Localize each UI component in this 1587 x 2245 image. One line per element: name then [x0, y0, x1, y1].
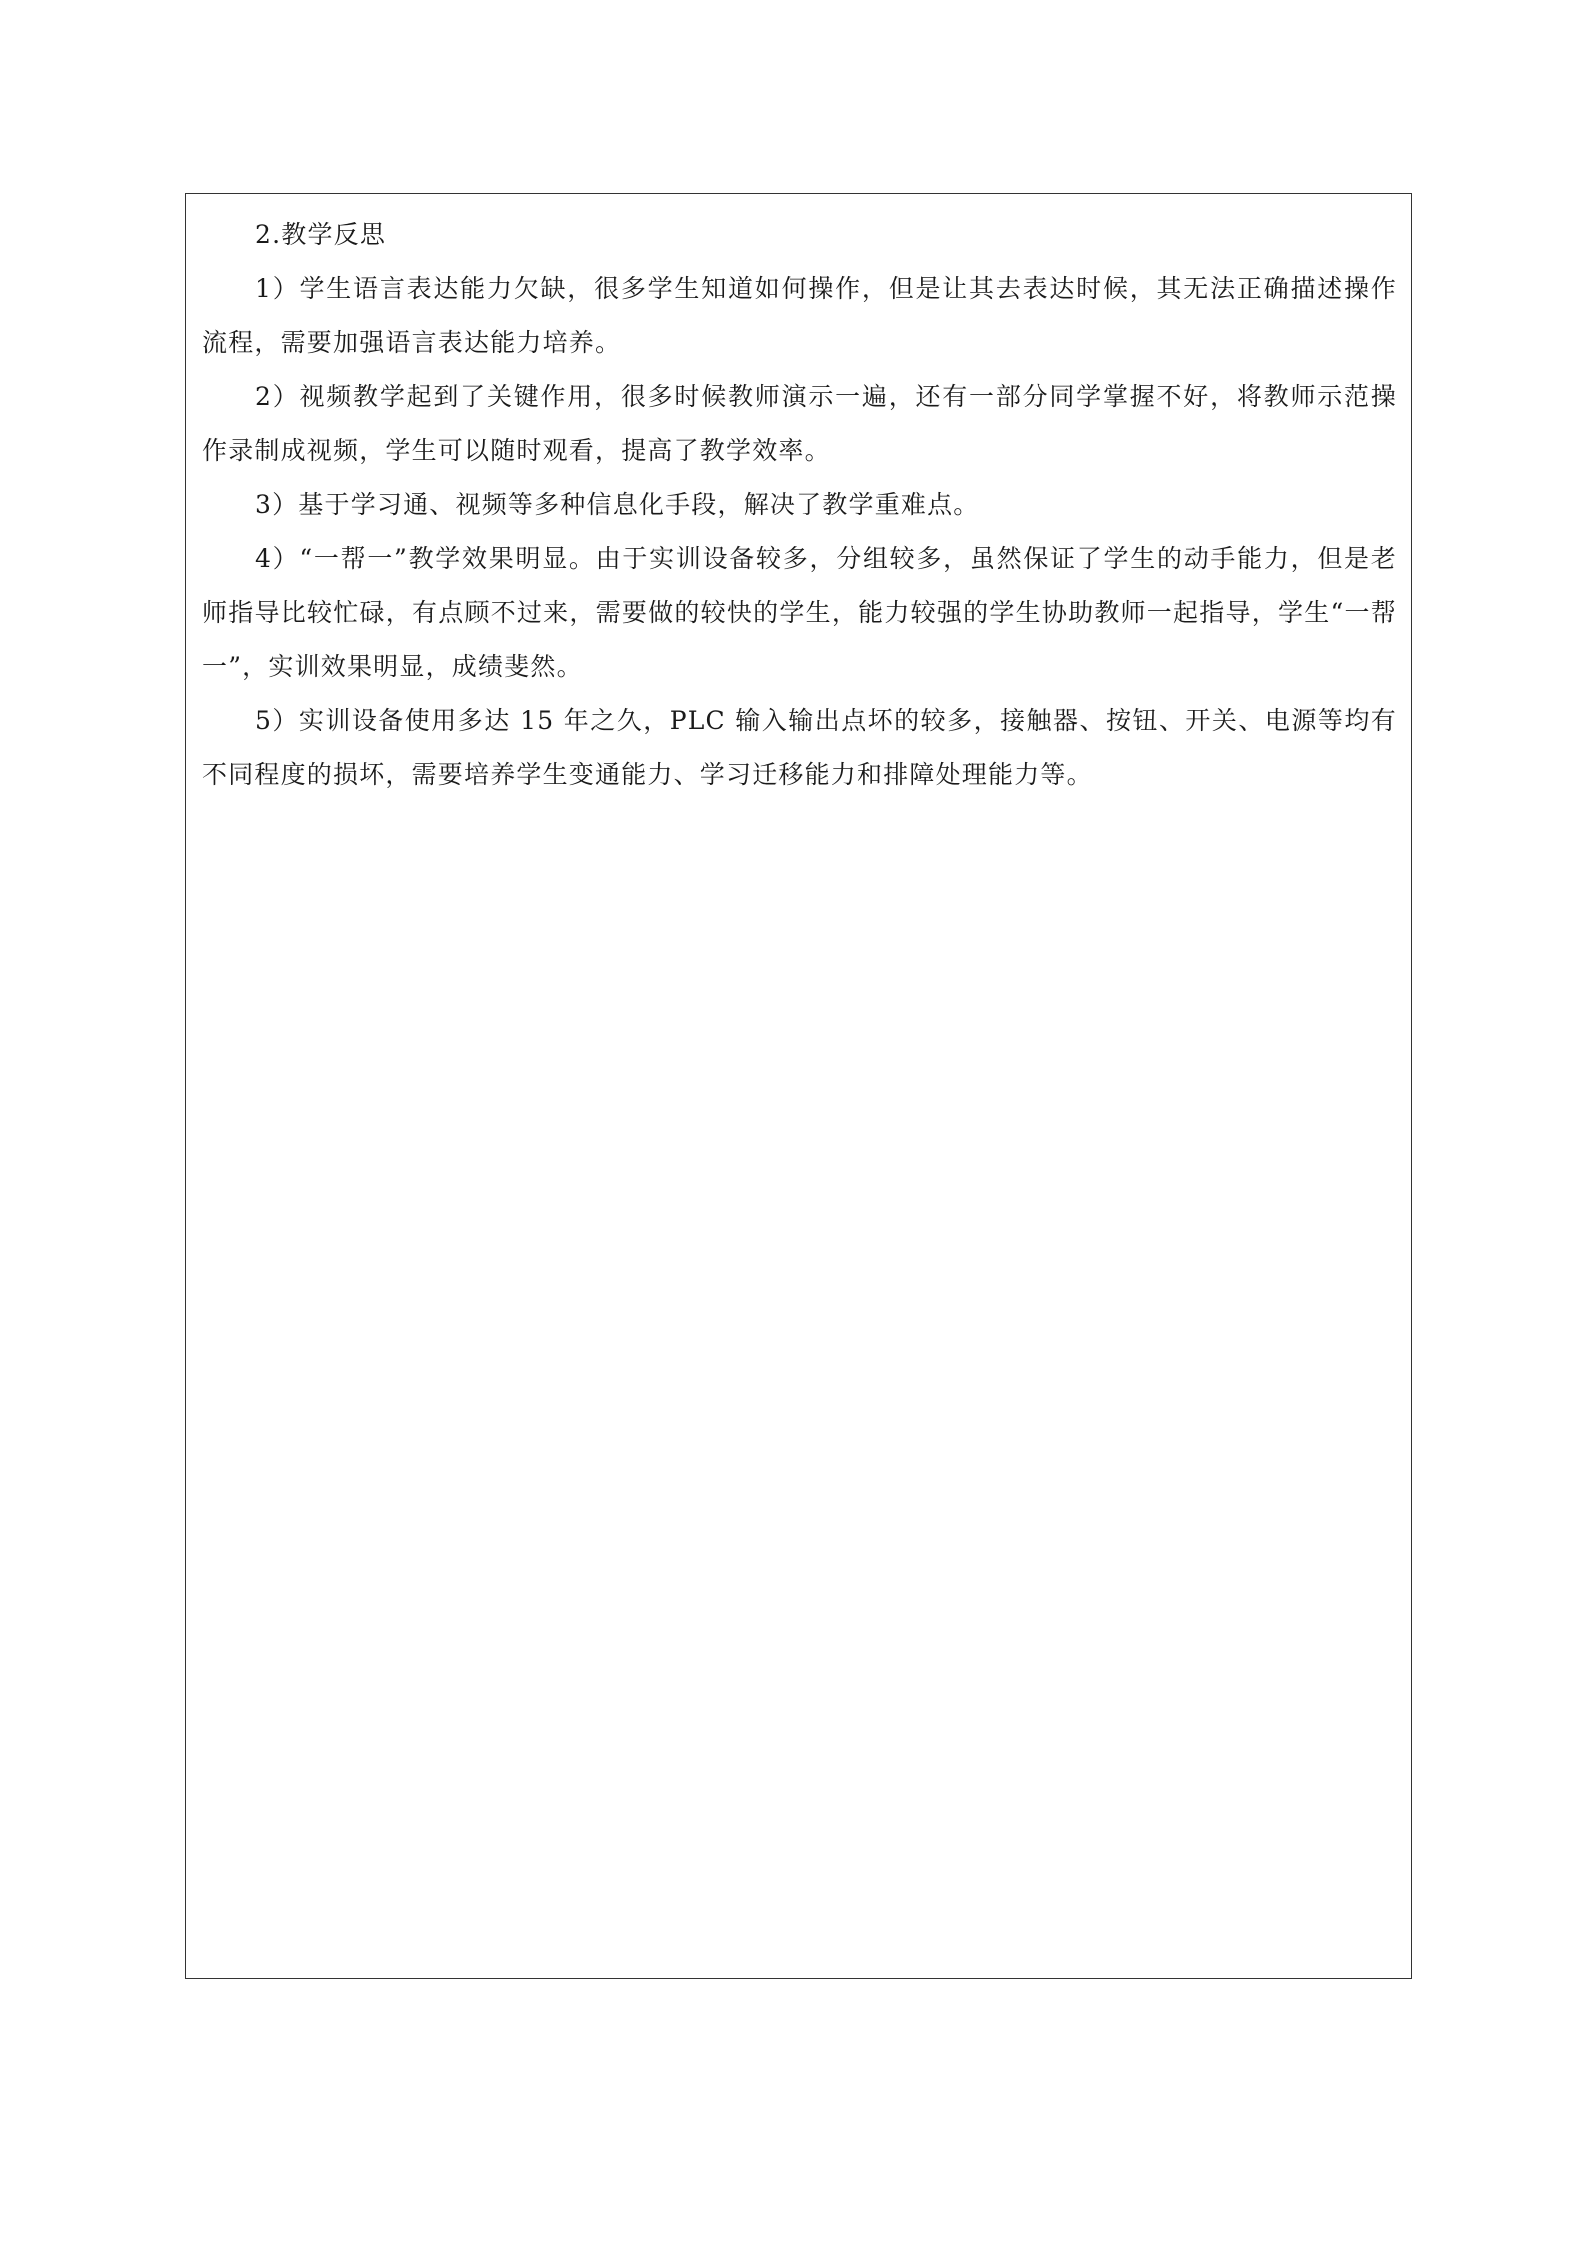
reflection-paragraph-1: 1）学生语言表达能力欠缺，很多学生知道如何操作，但是让其去表达时候，其无法正确描述操作流程，需要加强语言表达能力培养。	[202, 274, 1397, 357]
reflection-paragraph-3: 3）基于学习通、视频等多种信息化手段，解决了教学重难点。	[255, 490, 980, 519]
reflection-content	[202, 208, 1397, 802]
reflection-paragraph-4: 4）“一帮一”教学效果明显。由于实训设备较多，分组较多，虽然保证了学生的动手能力，但是老师指导比较忙碌，有点顾不过来，需要做的较快的学生，能力较强的学生协助教师一起指导，学生“一帮一”，实训效果明显，成绩斐然。	[202, 544, 1397, 681]
reflection-paragraph-5: 5）实训设备使用多达 15 年之久，PLC 输入输出点坏的较多，接触器、按钮、开关、电源等均有不同程度的损坏，需要培养学生变通能力、学习迁移能力和排障处理能力等。	[202, 706, 1397, 789]
reflection-paragraph-2: 2）视频教学起到了关键作用，很多时候教师演示一遍，还有一部分同学掌握不好，将教师示范操作录制成视频，学生可以随时观看，提高了教学效率。	[202, 382, 1397, 465]
reflection-table-cell	[185, 193, 1412, 1979]
section-heading: 2.教学反思	[255, 220, 387, 249]
